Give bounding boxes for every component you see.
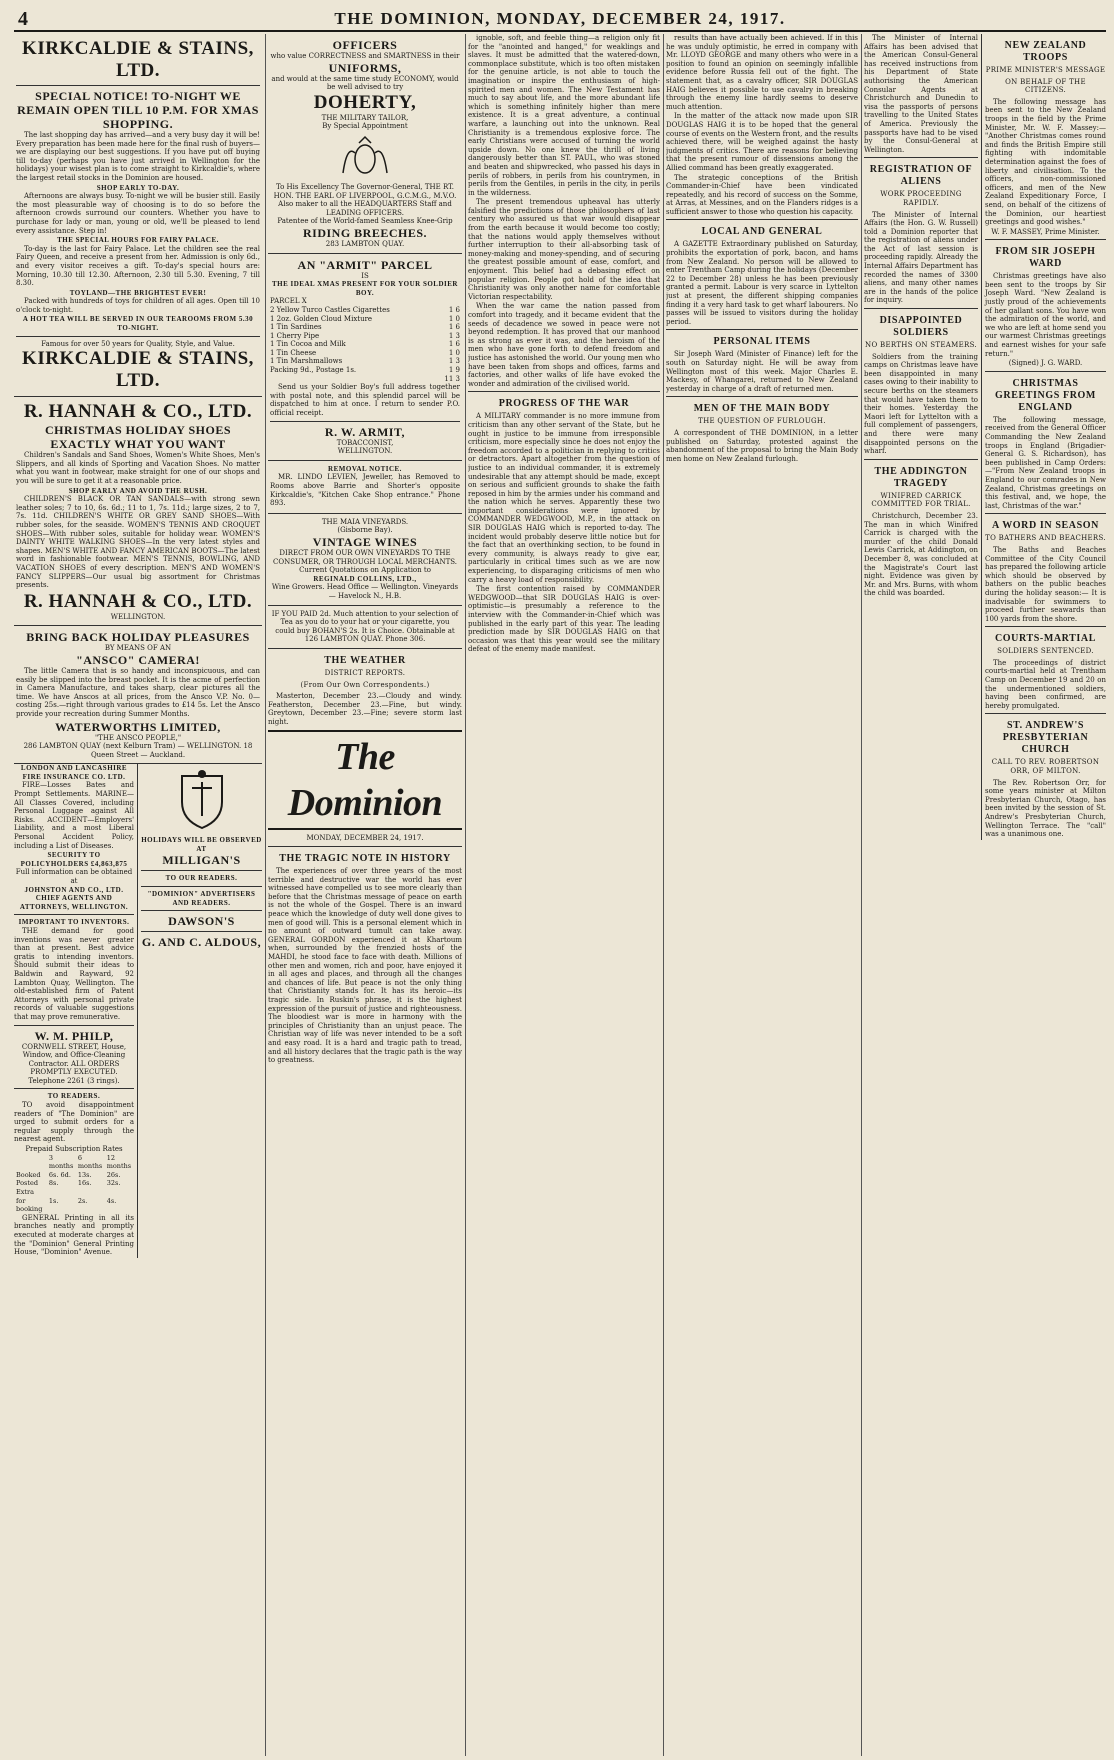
removal-notice	[268, 461, 462, 514]
dominion-nameplate	[268, 730, 462, 830]
rates-cell: 1s.	[48, 1196, 59, 1205]
alien-sub: WORK PROCEEDING RAPIDLY.	[880, 190, 962, 207]
rates-cell: 32s.	[106, 1179, 121, 1188]
hannah-city: WELLINGTON.	[110, 612, 166, 621]
tragic-head: THE TRAGIC NOTE IN HISTORY	[279, 853, 451, 865]
table-row	[14, 1179, 134, 1188]
table-row	[14, 1171, 134, 1180]
parcel-price: 1 6	[448, 340, 460, 349]
newspaper-title: THE DOMINION, MONDAY, DECEMBER 24, 1917.	[334, 9, 786, 28]
parcel-price: 1 3	[448, 357, 460, 366]
rates-cell: 4s.	[106, 1196, 117, 1205]
list-item	[270, 357, 460, 366]
column-4	[666, 34, 858, 1756]
rates-cell: 8s.	[48, 1179, 59, 1188]
parcel-price: 1 3	[448, 331, 460, 340]
ansco-advert	[14, 626, 262, 764]
list-item	[270, 332, 460, 341]
vintage-sub: (Gisborne Bay).	[337, 526, 393, 535]
page-number: 4	[18, 8, 28, 30]
parcel-item: 1 Tin Cocoa and Milk	[270, 340, 346, 349]
col5-top	[864, 34, 1106, 840]
parcel-is: IS	[361, 271, 369, 280]
season-head: A WORD IN SEASON	[992, 520, 1099, 532]
rates-table	[14, 1154, 134, 1214]
hannah-title-footer: R. HANNAH & CO., LTD.	[23, 590, 253, 612]
philp-name: W. M. PHILP,	[34, 1028, 114, 1043]
addington-sub: WINIFRED CARRICK COMMITTED FOR TRIAL.	[871, 491, 971, 509]
milligan-name: MILLIGAN'S	[162, 853, 241, 868]
readers-head: TO READERS.	[47, 1092, 101, 1101]
weather-head: THE WEATHER	[324, 654, 406, 666]
progress-head: PROGRESS OF THE WAR	[498, 398, 630, 410]
doherty-sub: THE MILITARY TAILOR,	[321, 113, 409, 122]
ward-body: Christmas greetings have also been sent to the troops by Sir Joseph Ward. "New Zealand is justly proud of the achievements of her gallant sons. You have won the admiration of the world, and we who are left at home send you our warmest Christmas greetings and earnest wishes for your safe return."	[985, 272, 1106, 358]
insurance-security: SECURITY TO POLICYHOLDERS £4,863,875	[20, 851, 128, 868]
rates-cell: Extra for booking	[16, 1188, 43, 1214]
column-2	[268, 34, 462, 1756]
hannah-body: Children's Sandals and Sand Shoes, Women's White Shoes, Men's Slippers, and all kinds of Sporting and Vacation Shoes. No matter what you want in footwear, make straight for one of our shops and you will be sure to get it at a reasonable price.	[16, 451, 260, 486]
columns	[14, 34, 1106, 1756]
parcel-item: 1 Cherry Pipe	[270, 331, 320, 340]
kirkcaldie-body-3: To-day is the last for Fairy Palace. Let the children see the real Fairy Queen, and receive a present from her. Admission is only 6d., and every visitor receives a gift. To-day's special hours are: Morning, 10.30 till 12.30. Afternoon, 2.30 till 5.30. Evening, 7 till 8.30.	[16, 244, 260, 288]
armit-city: WELLINGTON.	[337, 447, 393, 456]
nz-troops-head: NEW ZEALAND TROOPS	[1004, 40, 1087, 63]
parcel-x: PARCEL X	[270, 297, 307, 306]
church-head: ST. ANDREW'S PRESBYTERIAN CHURCH	[1002, 720, 1089, 756]
rates-cell: 2s.	[77, 1196, 88, 1205]
kirkcaldie-special-hours: THE SPECIAL HOURS FOR FAIRY PALACE.	[57, 236, 219, 245]
dominion-ads-head: "DOMINION" ADVERTISERS AND READERS.	[147, 890, 256, 907]
parcel-note: Send us your Soldier Boy's full address together with postal note, and this splendid parcel will be dispatched to him at once. I return to sender P.O. official receipt.	[270, 383, 460, 418]
insurance-title: LONDON AND LANCASHIRE FIRE INSURANCE CO. LTD.	[20, 764, 128, 781]
royal-arms-icon	[337, 135, 393, 179]
disappointed-body: Soldiers from the training camps on Christmas leave have been disappointed in many cases owing to their inability to secure berths on the steamers that would have taken them to their homes. Yesterday the Maori left for Lyttelton with a full complement of passengers, and there were many disappointed persons on the wharf.	[864, 352, 978, 456]
local-body: A GAZETTE Extraordinary published on Saturday, prohibits the exportation of pork, bacon, and hams from New Zealand. No person will be allowed to enter Trentham Camp during the holidays (December 22 to December 28) unless he has been previously granted a permit. Labour is very scarce in Lyttelton just at present, the different shipping companies finding it a very hard task to get wharf labourers. No passes will be issued to visitors during the holiday period.	[666, 240, 858, 326]
progress-continued-3: The strategic conceptions of the British Commander-in-Chief have been vindicated repeatedly, and his record of success on the Somme, at Arras, at Messines, and on the Flanders ridges is a sufficient answer to those who question his capacity.	[666, 173, 858, 216]
insurance-info: Full information can be obtained at	[15, 868, 133, 885]
removal-body: MR. LINDO LEVIEN, Jeweller, has Removed to Rooms above Barrie and Shorter's opposite Kirkcaldie's, "Kitchen Cake Shop entrance." Phone 893.	[270, 473, 460, 508]
rates-cell: 13s.	[77, 1170, 92, 1179]
crest-icon	[172, 768, 232, 832]
appointment: By Special Appointment	[322, 122, 408, 131]
ward-signature: (Signed) J. G. WARD.	[1008, 359, 1083, 368]
rates-col-3: 12 months	[106, 1153, 132, 1171]
rates-cell: 16s.	[77, 1179, 92, 1188]
england-body: The following message, received from the General Officer Commanding the New Zealand troops in England (Brigadier-General G. S. Richardson), has been published in Camp Orders:—"From New Zealand troops in England to our comrades in New Zealand, Christmas greetings on this festival, and, we hope, the last, Christmas of the war."	[985, 415, 1106, 510]
rates-cell: 6s. 6d.	[48, 1170, 71, 1179]
tragic-body: The experiences of over three years of the most terrible and destructive war the world has ever witnessed have compelled us to see more clearly than before that the Christmas message of peace on earth is not the whole of the Gospel. There is an inward peace which the knowledge of duty well done gives to men of good will. This is a personal element which in no amount of outward tumult can take away. GENERAL GORDON experienced it at Khartoum when, surrounded by the frenzied hosts of the MAHDI, he stood face to face with death. Millions of other men and women, rich and poor, have enjoyed it in all ages and places, and through all the changes and chances of life. But peace is not the only thing that Christianity stands for. It has its heroic—its tragic side. In Ruskin's phrase, it is the highest expression of the pursuit of justice and righteousness. The bloodiest war is more in harmony with the principles of Christianity than an unjust peace. The Christian way of life was never intended to be a soft and easy road. It is a hard and tragic path to tread, and all history declares that the tragic path is the way to greatness.	[268, 867, 462, 1065]
parcel-price: 1 0	[448, 348, 460, 357]
mainbody-head: MEN OF THE MAIN BODY	[693, 403, 831, 415]
column-divider	[265, 34, 266, 1756]
insurance-agents: JOHNSTON AND CO., LTD. CHIEF AGENTS AND ATTORNEYS, WELLINGTON.	[19, 885, 129, 911]
alien-body: The Minister of Internal Affairs (the Hon. G. W. Russell) told a Dominion reporter that the registration of aliens under the Act of last session is proceeding rapidly. Already the Internal Affairs Department has recorded the names of 3300 aliens, and many other names are in the hands of the police for inquiry.	[864, 210, 978, 305]
table-row	[14, 1188, 134, 1214]
parcel-price: 1 6	[448, 305, 460, 314]
england-head: CHRISTMAS GREETINGS FROM ENGLAND	[995, 377, 1096, 413]
list-item	[270, 366, 460, 375]
parcel-item: 1 Tin Cheese	[270, 348, 317, 357]
waterworths-address: 286 LAMBTON QUAY (next Kelburn Tram) — WELLINGTON. 18 Queen Street — Auckland.	[23, 742, 253, 759]
list-item	[270, 315, 460, 324]
column-divider	[663, 34, 664, 1756]
inventors-head: IMPORTANT TO INVENTORS.	[18, 918, 130, 927]
kirkcaldie-title: KIRKCALDIE & STAINS, LTD.	[22, 38, 254, 81]
rates-cell: Booked	[16, 1170, 41, 1179]
ansco-means: BY MEANS OF AN	[104, 644, 172, 653]
armit-advert	[268, 254, 462, 461]
church-sub: CALL TO REV. ROBERTSON ORR, OF MILTON.	[991, 758, 1100, 776]
royal-arms	[270, 135, 460, 179]
hannah-shop-early: SHOP EARLY AND AVOID THE RUSH.	[68, 486, 208, 495]
courts-sub: SOLDIERS SENTENCED.	[997, 647, 1094, 656]
kirkcaldie-body: The last shopping day has arrived—and a very busy day it will be! Every preparation has been made here for the final rush of buyers—we are displaying our best suggestions. If you have put off buying till to-day (perhaps you have just arrived in Wellington for the holidays) your wisest plan is to come straight to Kirkcaldie's, where the largest retail stocks in the Dominion are housed.	[16, 131, 260, 182]
kirkcaldie-shop-early: SHOP EARLY TO-DAY.	[96, 183, 180, 192]
list-item	[270, 340, 460, 349]
pm-head: PRIME MINISTER'S MESSAGE	[985, 66, 1106, 74]
rates-col-2: 6 months	[77, 1153, 103, 1171]
inventors-body: THE demand for good inventions was never greater than at present. Best advice gratis to intending inventors. Should submit their ideas to Baldwin and Rayward, 92 Lambton Quay, Wellington. The old-established firm of Patent Attorneys with personal private records of valuable suggestions that may prove remunerative.	[14, 926, 134, 1021]
breeches-address: 283 LAMBTON QUAY.	[325, 239, 405, 248]
dawson-name: DAWSON'S	[168, 914, 235, 929]
column-5	[864, 34, 1106, 1756]
church-body: The Rev. Robertson Orr, for some years minister at Milton Presbyterian Church, Otago, has been invited by the session of St. Andrew's Presbyterian Church, Wellington Terrace. The "call" was a unanimous one.	[985, 778, 1106, 839]
removal-head: REMOVAL NOTICE.	[328, 464, 402, 473]
bohan-advert	[268, 606, 462, 649]
season-sub: TO BATHERS AND BEACHERS.	[985, 534, 1106, 543]
riding-breeches: RIDING BREECHES.	[302, 225, 428, 240]
officers-head: OFFICERS	[332, 38, 398, 52]
parcel-total-row	[270, 375, 460, 384]
parcel-sub: THE IDEAL XMAS PRESENT FOR YOUR SOLDIER BOY.	[272, 280, 458, 297]
disappointed-head: DISAPPOINTED SOLDIERS	[879, 315, 963, 339]
col1-lower	[14, 764, 262, 1257]
hannah-advert	[14, 397, 262, 626]
weather-sub-2: (From Our Own Correspondents.)	[300, 680, 430, 689]
doherty-advert	[268, 34, 462, 254]
our-readers-head: TO OUR READERS.	[165, 874, 238, 883]
parcel-total: 11 3	[444, 374, 460, 383]
parcel-item: 1 2oz. Golden Cloud Mixture	[270, 314, 373, 323]
vintage-advert	[268, 514, 462, 606]
rates-col-1: 3 months	[48, 1153, 74, 1171]
list-item	[270, 323, 460, 332]
printing-body: GENERAL Printing in all its branches neatly and promptly executed at moderate charges at the "Dominion" General Printing House, "Dominion" Avenue.	[14, 1213, 134, 1257]
vintage-body: DIRECT FROM OUR OWN VINEYARDS TO THE CONSUMER, OR THROUGH LOCAL MERCHANTS. Current Quotations on Application to	[272, 548, 458, 575]
vintage-title: VINTAGE WINES	[312, 534, 418, 549]
parcel-item: Packing 9d., Postage 1s.	[270, 366, 357, 375]
pm-body: The following message has been sent to the New Zealand troops in the field by the Prime Minister, Mr. W. F. Massey:— "Another Christmas comes round and finds the British Empire still fighting with indomitable determination against the foes of liberty and civilisation. To the officers, non-commissioned officers, and men of the New Zealand Expeditionary Force, I send, on behalf of the citizens of the Dominion, our heartiest greetings and good wishes."	[985, 97, 1106, 227]
ansco-body: The little Camera that is so handy and inconspicuous, and can easily be slipped into the breast pocket. It is the acme of perfection in Camera Manufacture, and takes sharp, clear pictures all the time. We have Anscos at all prices, from the Ansco V.P. No. 0—costing 25s.—right through various grades to £14 5s. Let the Ansco provide your recreation during Summer Months.	[16, 666, 260, 718]
rates-head: Prepaid Subscription Rates	[25, 1145, 123, 1154]
insurance-body: FIRE—Losses Bates and Prompt Settlements. MARINE—All Classes Covered, including Personal Luggage against All Risks. ACCIDENT—Employers' Liability, and a most Liberal Personal Accident Policy, including a List of Diseases.	[14, 781, 134, 850]
milligan-head: HOLIDAYS WILL BE OBSERVED AT	[141, 836, 262, 853]
mainbody-sub: THE QUESTION OF FURLOUGH.	[698, 417, 826, 426]
rates-cell: 26s.	[106, 1170, 121, 1179]
kirkcaldie-notice: SPECIAL NOTICE! TO-NIGHT WE REMAIN OPEN TILL 10 P.M. FOR XMAS SHOPPING.	[17, 89, 259, 131]
kirkcaldie-body-4: Packed with hundreds of toys for children of all ages. Open till 10 o'clock to-night.	[16, 297, 260, 314]
crest-emblem	[141, 768, 262, 832]
waterworths-sub: "THE ANSCO PEOPLE,"	[94, 733, 182, 742]
parcel-price: 1 0	[448, 314, 460, 323]
tragic-continued-2: The present tremendous upheaval has utterly falsified the predictions of those philosophers of last century who assured us that war would disappear from the earth because it would become too costly; that the nations would apply themselves without further interruption to their all-absorbing task of money-making and money-spending, and of securing the greatest possible amount of ease, comfort, and enjoyment. This belief had a debasing effect on popular religion. People got hold of the idea that Christianity was only another name for comfortable Victorian respectability.	[468, 198, 660, 301]
addington-head: THE ADDINGTON TRAGEDY	[874, 465, 968, 489]
hannah-list: CHILDREN'S BLACK OR TAN SANDALS—with strong sewn leather soles; 7 to 10, 6s. 6d.; 11 to 1, 7s. 11d.; large sizes, 2 to 7, 7s. 11d. CHILDREN'S WHITE OR GREY SAND SHOES—With rubber soles, for the seaside. WOMEN'S TENNIS AND CROQUET SHOES—With rubber soles, suitable for holiday wear. WOMEN'S DAINTY WHITE WALKING SHOES—In the very latest styles and shapes. MEN'S WHITE AND FANCY AMERICAN BOOTS—The latest word in fashionable footwear. MEN'S TENNIS, BOWLING, AND VACATION SHOES of every description. MEN'S AND WOMEN'S FANCY SLIPPERS—Our usual big assortment for Christmas presents.	[16, 495, 260, 590]
col5-right	[982, 34, 1106, 840]
parcel-list	[270, 306, 460, 383]
mainbody-body: A correspondent of THE DOMINION, in a letter published on Saturday, protested against the abandonment of the proposal to bring the Main Body men home on New Zealand furlough.	[666, 428, 858, 463]
dominion-logo: The Dominion	[287, 736, 443, 825]
column-divider	[465, 34, 466, 1756]
kirkcaldie-title-footer: KIRKCALDIE & STAINS, LTD.	[22, 348, 254, 392]
column-3	[468, 34, 660, 1756]
uniforms-body: and would at the same time study ECONOMY, would be well advised to try	[271, 74, 459, 92]
col1-lower-right	[138, 764, 262, 1257]
parcel-item: 2 Yellow Turco Castles Cigarettes	[270, 305, 390, 314]
masthead	[14, 6, 1106, 32]
vintage-head: THE MAIA VINEYARDS.	[321, 517, 409, 526]
kirkcaldie-toyland: TOYLAND—THE BRIGHTEST EVER!	[69, 288, 207, 297]
aldous-name: G. AND C. ALDOUS,	[141, 935, 262, 950]
progress-body: A MILITARY commander is no more immune from criticism than any other servant of the State, but he ought in justice to be immune from irresponsible criticism, more especially since he does not enjoy the freedom accorded to a politician in replying to critics or detractors. Apart altogether from the question of justice to an individual commander, it is extremely undesirable that any attempt should be made, except on serious and sufficient grounds to shake the faith reposed in him by the armies under his command and the nation which he serves. Apparently these two important considerations were ignored by COMMANDER WEDGWOOD, M.P., in the attack on SIR DOUGLAS HAIG which is reported to-day. The incident would probably deserve little notice but for the fact that an overthinking section, to be found in every community, is always ready to give ear, particularly in critical times such as we are now experiencing, to disparaging criticisms of men who carry a heavy load of responsibility.	[468, 412, 660, 584]
parcel-item: 1 Tin Marshmallows	[270, 357, 343, 366]
progress-body-2: The first contention raised by COMMANDER WEDGWOOD—that SIR DOUGLAS HAIG is over-optimistic—is presumably a reference to the interview with the Commander-in-Chief which was published in the early part of this year. The leading prediction made by SIR DOUGLAS HAIG on that occasion was that this year would see the military defeat of the enemy made manifest.	[468, 585, 660, 654]
col5-left	[864, 34, 982, 840]
parcel-price: 1 6	[448, 323, 460, 332]
citizens-head: ON BEHALF OF THE CITIZENS.	[1005, 77, 1086, 95]
parcel-item: 1 Tin Sardines	[270, 323, 322, 332]
philp-address: CORNWELL STREET, House, Window, and Office-Cleaning Contractor. ALL ORDERS PROMPTLY EXECUTED. Telephone 2261 (3 rings).	[21, 1042, 127, 1085]
weather-sub: DISTRICT REPORTS.	[324, 668, 406, 677]
season-body: The Baths and Beaches Committee of the City Council has prepared the following article which should be observed by bathers on the public beaches during the holiday season:— It is inadvisable for swimmers to proceed further seawards than 100 yards from the shore.	[985, 545, 1106, 623]
patentee: Patentee of the World-famed Seamless Knee-Grip	[277, 217, 453, 226]
courts-head: COURTS-MARTIAL	[994, 633, 1097, 645]
kirkcaldie-famous: Famous for over 50 years for Quality, Style, and Value.	[41, 339, 235, 348]
interior-body: The Minister of Internal Affairs has been advised that the American Consul-General has received instructions from his Department of State authorising the American Consular Agents at Christchurch and Dunedin to visa the passports of persons travelling to the United States of America. Previously the passports have had to be vised by the Consul-General at Wellington.	[864, 34, 978, 154]
parcel-head: AN "ARMIT" PARCEL	[297, 257, 433, 272]
kirkcaldie-tea: A HOT TEA WILL BE SERVED IN OUR TEAROOMS FROM 5.30 TO-NIGHT.	[22, 315, 254, 333]
vintage-office: Wine Growers. Head Office — Wellington. Vineyards — Havelock N., H.B.	[271, 583, 459, 600]
hannah-title: R. HANNAH & CO., LTD.	[23, 401, 253, 423]
weather-body: Masterton, December 23.—Cloudy and windy. Featherston, December 23.—Fine, but windy. Greytown, December 23.—Fine; severe storm last night.	[268, 692, 462, 726]
armit-name: R. W. ARMIT,	[324, 424, 406, 439]
pm-signature: W. F. MASSEY, Prime Minister.	[991, 227, 1100, 236]
armit-trade: TOBACCONIST,	[336, 438, 394, 447]
personal-head: PERSONAL ITEMS	[713, 336, 811, 348]
ward-head: FROM SIR JOSEPH WARD	[995, 246, 1096, 270]
addington-body: Christchurch, December 23. The man in which Winifred Carrick is charged with the murder of the child Donald Lewis Carrick, at Addington, on December 8, was concluded at the Magistrate's Court last night. Evidence was given by Mr. and Mrs. Burns, with whom the child was boarded.	[864, 511, 978, 598]
bohan-body: IF YOU PAID 2d. Much attention to your selection of Tea as you do to your hat or your cigarette, you could buy BOHAN'S 2s. It is Choice. Obtainable at 126 LAMBTON QUAY. Phone 306.	[271, 609, 459, 644]
courts-body: The proceedings of district courts-martial held at Trentham Camp on December 19 and 20 on the undermentioned soldiers, having been confirmed, are hereby promulgated.	[985, 658, 1106, 710]
headquarters: Also maker to all the HEADQUARTERS Staff and LEADING OFFICERS.	[278, 200, 452, 217]
list-item	[270, 349, 460, 358]
col1-lower-left	[14, 764, 138, 1257]
alien-head: REGISTRATION OF ALIENS	[869, 164, 973, 188]
disappointed-sub: NO BERTHS ON STEAMERS.	[865, 341, 977, 350]
column-1	[14, 34, 262, 1756]
ansco-camera: "ANSCO" CAMERA!	[76, 652, 200, 667]
ansco-headline: BRING BACK HOLIDAY PLEASURES	[26, 630, 250, 645]
kirkcaldie-advert	[14, 34, 262, 397]
progress-continued-1: results than have actually been achieved. If in this he was unduly optimistic, he erred in company with Mr. LLOYD GEORGE and many others who were in a position to found an opinion on seemingly infallible evidence before Russia fell out of the fight. The statement that, as a cavalry officer, SIR DOUGLAS HAIG believes it possible to use cavalry in breaking through the enemy line hardly seems to deserve much attention.	[666, 34, 858, 111]
parcel-price: 1 9	[448, 366, 460, 375]
readers-body: TO avoid disappointment readers of "The Dominion" are urged to submit orders for a regular supply through the nearest agent.	[14, 1101, 134, 1144]
column-divider	[861, 34, 862, 1756]
doherty-name: DOHERTY,	[313, 91, 417, 113]
uniforms-head: UNIFORMS,	[328, 60, 402, 75]
officers-body: who value CORRECTNESS and SMARTNESS in their	[270, 52, 460, 60]
to-his-excellency: To His Excellency The Governor-General, THE RT. HON. THE EARL OF LIVERPOOL, G.C.M.G., M.V.O.	[273, 182, 457, 200]
kirkcaldie-body-2: Afternoons are always busy. To-night we will be busier still. Easily the most pleasurable way of choosing is to do so before the afternoon crowds surround our counters. Whether you have to purchase for lady or man, young or old, we'll be pleased to lend every assistance. Step in!	[16, 192, 260, 235]
rates-col-0	[14, 1154, 47, 1171]
hannah-headline: CHRISTMAS HOLIDAY SHOES EXACTLY WHAT YOU WANT	[45, 423, 231, 452]
list-item	[270, 306, 460, 315]
tragic-continued-3: When the war came the nation passed from comfort into tragedy, and it became evident that the seeds of decadence we sowed in peace were not beyond redemption. It has proved that our manhood is as strong as ever it was, and the heroism of the men who have gone forth to defend freedom and justice has astonished the world. Our young men who have been taken from shops and offices, farms and factories, and other walks of life have evoked the wonder and admiration of the civilised world.	[468, 302, 660, 388]
vintage-collins: REGINALD COLLINS, LTD.,	[313, 574, 417, 583]
personal-body: Sir Joseph Ward (Minister of Finance) left for the south on Saturday night. He will be away from Wellington most of this week. Major Charles E. Mackesy, of Whangarei, returned to New Zealand yesterday in charge of a draft of returned men.	[666, 350, 858, 393]
issue-date: MONDAY, DECEMBER 24, 1917.	[306, 834, 424, 843]
waterworths-title: WATERWORTHS LIMITED,	[55, 719, 221, 734]
local-head: LOCAL AND GENERAL	[701, 226, 823, 238]
progress-continued-2: In the matter of the attack now made upon SIR DOUGLAS HAIG it is to be hoped that the general course of events on the Western front, and the results achieved there, will be weighed against the hasty judgments of critics. There are reasons for believing that the present rumour of dissensions among the Allied command has been greatly exaggerated.	[666, 112, 858, 172]
rates-cell: Posted	[16, 1179, 38, 1188]
tragic-continued-1: ignoble, soft, and feeble thing—a religion only fit for the "anointed and hanged," for weaklings and slaves. It must be admitted that the watered-down, commonplace substitute, which is too often mistaken for the genuine article, is not able to touch the imagination or inspire the enthusiasm of high-spirited men and women. The New Testament has much to say about life, and the more abundant life which is something infinitely higher than mere existence. It is a great adventure, a continual warfare, a launching out into the unknown. Real Christianity is a tremendous explosive force. The early Christians were accused of turning the world upside down. No one knew the thrill of living dangerously better than ST. PAUL, who was stoned and beaten and shipwrecked, who passed his days in perils of robbers, in perils from his countrymen, in perils from the Gentiles, in perils in the city, in perils in the wilderness.	[468, 34, 660, 197]
